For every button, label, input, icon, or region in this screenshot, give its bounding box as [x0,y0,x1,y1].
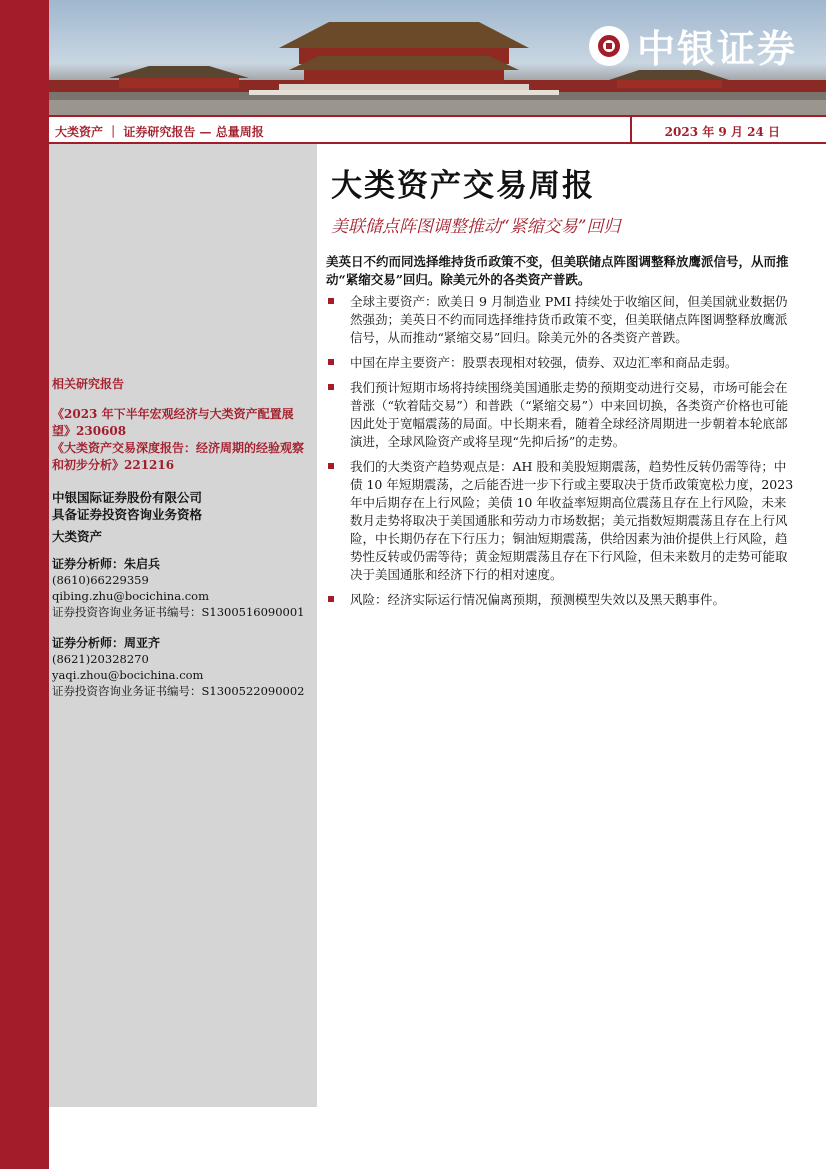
analyst-card [52,635,305,699]
sidebar [49,144,317,1107]
related-reports-title: 相关研究报告 [52,377,125,391]
key-points-list [326,293,794,616]
list-item-text: 风险：经济实际运行情况偏离预期，预测模型失效以及黑天鹅事件。 [350,592,726,607]
related-report-item[interactable]: 《2023 年下半年宏观经济与大类资产配置展望》230608 [52,407,294,438]
bullet-square-icon [328,384,334,390]
boc-logo-icon [589,26,629,66]
bullet-square-icon [328,596,334,602]
list-item-text: 我们预计短期市场将持续围绕美国通胀走势的预期变动进行交易，市场可能会在普涨（“软着陆交易”）和普跌（“紧缩交易”）中来回切换，各类资产价格也可能因此处于宽幅震荡的局面。中长期来看，随着全球经济周期进一步朝着本轮底部演进，全球风险资产或将呈现“先抑后扬”的走势。 [350,380,789,449]
analyst-name: 证券分析师：周亚齐 [52,636,161,650]
list-item [326,458,794,584]
analyst-card [52,556,305,620]
analyst-cert: 证券投资咨询业务证书编号：S1300516090001 [52,605,305,619]
left-accent-bar [0,0,49,1169]
list-item [326,354,794,372]
bullet-square-icon [328,359,334,365]
list-item [326,379,794,451]
page-title: 大类资产交易周报 [331,168,595,204]
report-info-bar [49,115,826,144]
brand-logo [589,18,797,73]
list-item [326,591,794,609]
report-category: 大类资产 ｜ 证券研究报告 — 总量周报 [55,125,264,139]
list-item-text: 全球主要资产：欧美日 9 月制造业 PMI 持续处于收缩区间，但美国就业数据仍然强劲；美英日不约而同选择维持货币政策不变，但美联储点阵图调整释放鹰派信号，从而推动“紧缩交易”回归。除美元外的各类资产普跌。 [350,294,788,345]
company-name: 中银国际证券股份有限公司 [52,490,203,505]
company-qualification: 具备证券投资咨询业务资格 [52,507,203,522]
analyst-email[interactable]: yaqi.zhou@bocichina.com [52,668,204,682]
brand-name: 中银证券 [637,27,798,71]
report-date: 2023 年 9 月 24 日 [664,125,780,139]
summary-paragraph: 美英日不约而同选择维持货币政策不变，但美联储点阵图调整释放鹰派信号，从而推动“紧缩交易”回归。除美元外的各类资产普跌。 [326,254,789,287]
analyst-email[interactable]: qibing.zhu@bocichina.com [52,589,209,603]
analyst-phone: (8610)66229359 [52,573,149,587]
analyst-phone: (8621)20328270 [52,652,149,666]
company-info [52,489,202,523]
list-item [326,293,794,347]
bullet-square-icon [328,298,334,304]
header-banner [49,0,826,115]
list-item-text: 中国在岸主要资产：股票表现相对较强，债券、双边汇率和商品走弱。 [350,355,738,370]
department: 大类资产 [52,529,103,544]
page-subtitle: 美联储点阵图调整推动“紧缩交易”回归 [331,217,621,237]
divider [630,117,632,144]
analyst-cert: 证券投资咨询业务证书编号：S1300522090002 [52,684,305,698]
related-report-item[interactable]: 《大类资产交易深度报告：经济周期的经验观察和初步分析》221216 [52,441,305,472]
analyst-name: 证券分析师：朱启兵 [52,557,161,571]
bullet-square-icon [328,463,334,469]
list-item-text: 我们的大类资产趋势观点是：AH 股和美股短期震荡，趋势性反转仍需等待；中债 10 年短期震荡，之后能否进一步下行或主要取决于货币政策宽松力度，2023 年中后期存在上行风险；美债 10 年收益率短期高位震荡且存在上行风险，未来数月走势将取决于美国通胀和劳动力市场数据；美元指数短期震荡且存在上行风险，中长期仍存在下行压力；铜油短期震荡，供给因素为油价提供上行风险，趋势性反转或仍需等待；黄金短期震荡且存在下行风险，但未来数月的走势可能取决于美国通胀和经济下行的相对速度。 [350,459,794,582]
related-reports-list [52,406,307,474]
